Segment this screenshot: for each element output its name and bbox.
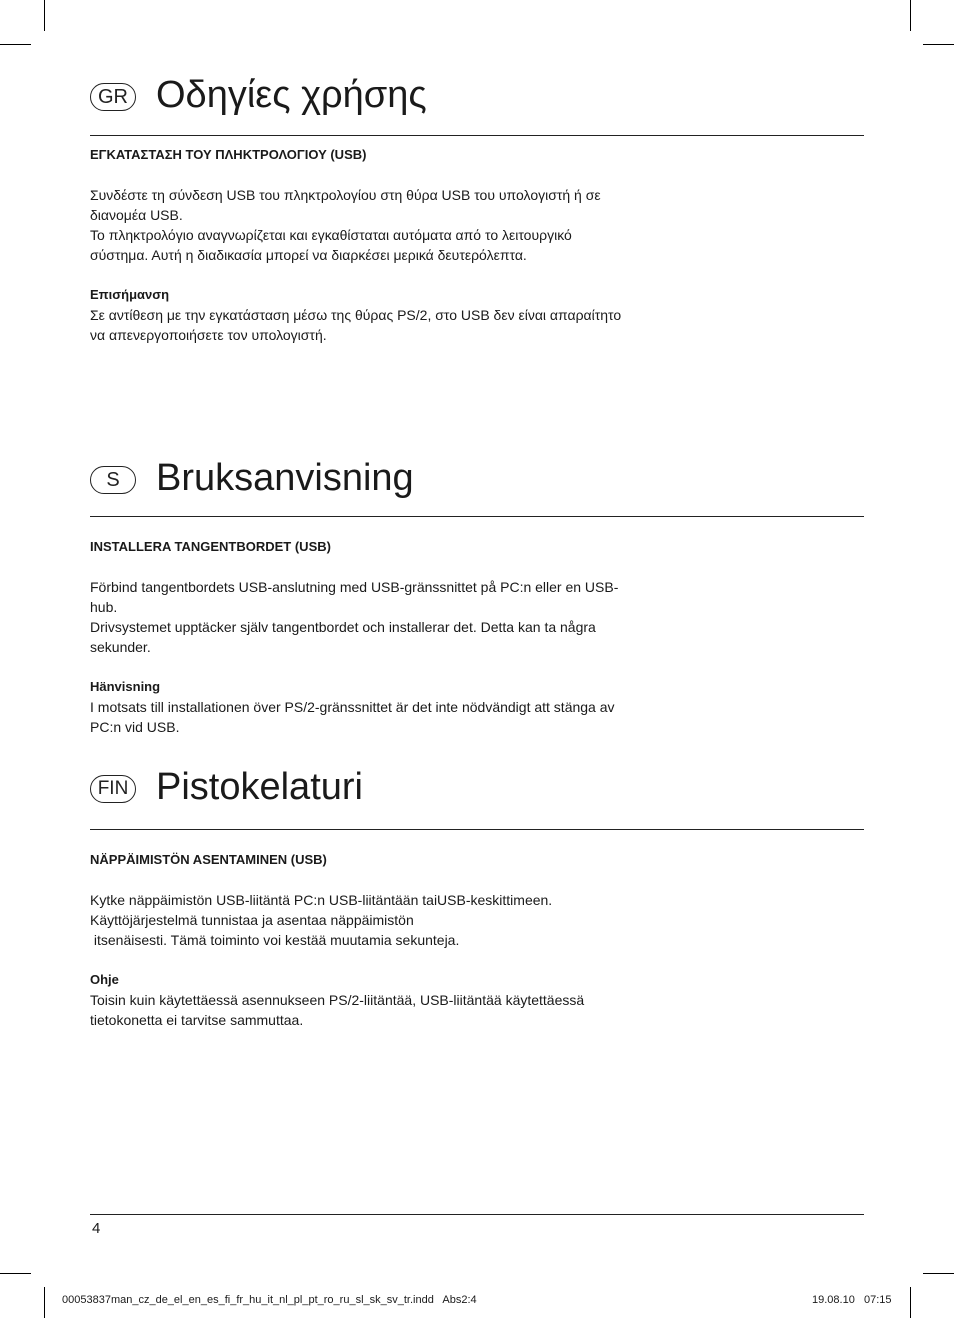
crop-mark (0, 44, 31, 45)
note-line: να απενεργοποιήσετε τον υπολογιστή. (90, 327, 327, 343)
section-divider (90, 829, 864, 830)
section-header (90, 72, 864, 132)
body-line: sekunder. (90, 639, 151, 655)
section-divider (90, 135, 864, 136)
section-swedish (90, 455, 864, 735)
section-greek (90, 72, 864, 343)
section-body (90, 537, 690, 737)
body-line: Käyttöjärjestelmä tunnistaa ja asentaa näppäimistön (90, 912, 414, 928)
crop-mark (910, 0, 911, 31)
section-title: Οδηγίες χρήσης (156, 74, 427, 116)
section-header (90, 764, 864, 824)
body-line: σύστημα. Αυτή η διαδικασία μπορεί να διαρκέσει μερικά δευτερόλεπτα. (90, 247, 527, 263)
language-badge: S (90, 466, 136, 494)
body-line: hub. (90, 599, 118, 615)
section-title: Pistokelaturi (156, 766, 363, 808)
crop-mark (44, 1287, 45, 1318)
section-heading: ΕΓΚΑΤΑΣΤΑΣΗ ΤΟΥ ΠΛΗΚΤΡΟΛΟΓΙΟΥ (USB) (90, 147, 367, 162)
crop-mark (0, 1273, 31, 1274)
crop-mark (923, 1273, 954, 1274)
body-line: διανομέα USB. (90, 207, 183, 223)
note-line: PC:n vid USB. (90, 719, 180, 735)
footer-divider (90, 1214, 864, 1215)
section-finnish (90, 764, 864, 1028)
body-line: Συνδέστε τη σύνδεση USB του πληκτρολογίου στη θύρα USB του υπολογιστή ή σε (90, 187, 601, 203)
section-heading: NÄPPÄIMISTÖN ASENTAMINEN (USB) (90, 852, 327, 867)
print-slug-filename: 00053837man_cz_de_el_en_es_fi_fr_hu_it_nl_pl_pt_ro_ru_sl_sk_sv_tr.indd Abs2:4 (62, 1294, 477, 1306)
section-body (90, 145, 710, 345)
body-line: Το πληκτρολόγιο αναγνωρίζεται και εγκαθίσταται αυτόματα από το λειτουργικό (90, 227, 572, 243)
body-line: Förbind tangentbordets USB-anslutning med USB-gränssnittet på PC:n eller en USB- (90, 579, 619, 595)
body-line: Drivsystemet upptäcker själv tangentbordet och installerar det. Detta kan ta några (90, 619, 596, 635)
note-line: tietokonetta ei tarvitse sammuttaa. (90, 1012, 304, 1028)
section-heading: INSTALLERA TANGENTBORDET (USB) (90, 539, 331, 554)
note-heading: Ohje (90, 972, 119, 987)
note-line: Σε αντίθεση με την εγκατάσταση μέσω της θύρας PS/2, στο USB δεν είναι απαραίτητο (90, 307, 622, 323)
crop-mark (910, 1287, 911, 1318)
crop-mark (44, 0, 45, 31)
section-title: Bruksanvisning (156, 457, 414, 499)
note-heading: Επισήμανση (90, 287, 170, 302)
print-slug-date: 19.08.10 07:15 (812, 1294, 892, 1306)
body-line: Kytke näppäimistön USB-liitäntä PC:n USB-liitäntään taiUSB-keskittimeen. (90, 892, 553, 908)
page-number: 4 (92, 1220, 101, 1237)
language-badge: FIN (90, 775, 136, 803)
body-line: itsenäisesti. Tämä toiminto voi kestää muutamia sekunteja. (90, 932, 460, 948)
section-divider (90, 516, 864, 517)
section-header (90, 455, 864, 515)
crop-mark (923, 44, 954, 45)
section-body (90, 850, 690, 1030)
note-heading: Hänvisning (90, 679, 161, 694)
note-line: I motsats till installationen över PS/2-gränssnittet är det inte nödvändigt att stänga av (90, 699, 615, 715)
language-badge: GR (90, 83, 136, 111)
note-line: Toisin kuin käytettäessä asennukseen PS/2-liitäntää, USB-liitäntää käytettäessä (90, 992, 585, 1008)
